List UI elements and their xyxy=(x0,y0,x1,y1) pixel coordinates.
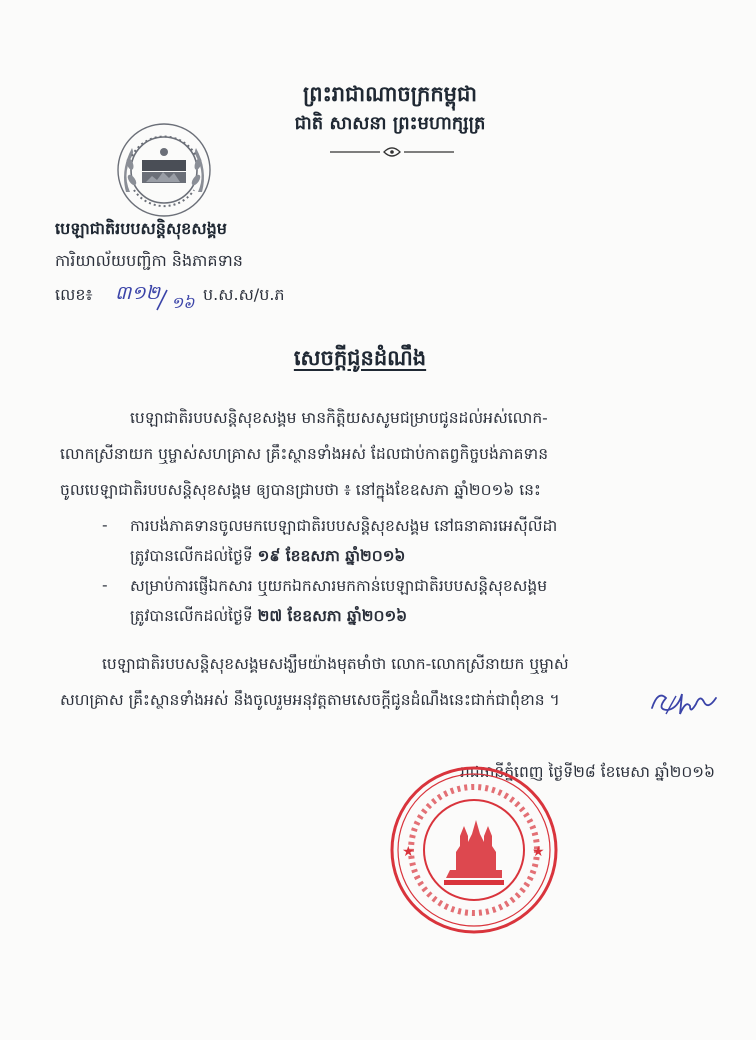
bullet-2-line-1: សម្រាប់ការផ្ញើឯកសារ ឬយកឯកសារមកកាន់បេឡាជាតិរបបសន្តិសុខសង្គម xyxy=(130,577,548,595)
closing-line-1: បេឡាជាតិរបបសន្តិសុខសង្គមសង្ឃឹមយ៉ាងមុតមាំថា លោក-លោកស្រីនាយក ឬម្ចាស់ xyxy=(102,655,569,673)
reference-label: លេខ៖ xyxy=(55,285,93,304)
notice-title: សេចក្តីជូនដំណឹង xyxy=(293,346,427,370)
reference-year-handwritten: ១៦ xyxy=(171,293,195,312)
svg-text:★: ★ xyxy=(402,844,415,860)
reference-number-handwritten: ៣១២ xyxy=(115,282,160,304)
nssf-logo xyxy=(112,118,216,222)
handwritten-initials xyxy=(646,684,724,718)
organization-name: បេឡាជាតិរបបសន្តិសុខសង្គម xyxy=(55,219,227,238)
ornament-divider xyxy=(322,142,462,162)
reference-slash xyxy=(155,288,169,312)
closing-line-2: សហគ្រាស គ្រឹះស្ថានទាំងអស់ នឹងចូលរួមអនុវត្តតាមសេចក្តីជូនដំណឹងនេះជាក់ជាពុំខាន ។ xyxy=(60,691,560,709)
intro-line-2: លោកស្រីនាយក ឬម្ចាស់សហគ្រាស គ្រឹះស្ថានទាំងអស់ ដែលជាប់កាតព្វកិច្ចបង់ភាគទាន xyxy=(60,445,549,463)
national-motto: ជាតិ សាសនា ព្រះមហាក្សត្រ xyxy=(294,113,486,134)
official-stamp xyxy=(384,760,564,940)
intro-line-3: ចូលបេឡាជាតិរបបសន្តិសុខសង្គម ឲ្យបានជ្រាបថា ៖ នៅក្នុងខែឧសភា ឆ្នាំ២០១៦ នេះ xyxy=(60,481,541,499)
bullet-dash: - xyxy=(102,516,108,534)
intro-line-1: បេឡាជាតិរបបសន្តិសុខសង្គម មានកិត្តិយសសូមជម្រាបជូនដល់អស់លោក- xyxy=(130,409,548,427)
bullet-1-line-2 xyxy=(130,546,756,566)
bullet-2-prefix: ត្រូវបានលើកដល់ថ្ងៃទី xyxy=(130,607,258,625)
reference-suffix: ប.ស.ស/ប.ភ xyxy=(203,285,285,304)
bullet-1-line-1: ការបង់ភាគទានចូលមកបេឡាជាតិរបបសន្តិសុខសង្គម នៅធនាគារអេស៊ីលីដា xyxy=(130,517,558,535)
dateline: រាជធានីភ្នំពេញ ថ្ងៃទី២៨ ខែមេសា ឆ្នាំ២០១៦ xyxy=(459,763,715,781)
bullet-2-line-2 xyxy=(130,606,756,626)
svg-text:★: ★ xyxy=(532,844,545,860)
office-name: ការិយាល័យបញ្ជិកា និងភាគទាន xyxy=(55,251,243,270)
bullet-dash: - xyxy=(102,576,108,594)
bullet-2-date: ២៧ ខែឧសភា ឆ្នាំ២០១៦ xyxy=(257,607,408,625)
bullet-1-prefix: ត្រូវបានលើកដល់ថ្ងៃទី xyxy=(130,547,258,565)
bullet-1-date: ១៩ ខែឧសភា ឆ្នាំ២០១៦ xyxy=(257,547,406,565)
reference-number xyxy=(55,282,375,310)
kingdom-heading: ព្រះរាជាណាចក្រកម្ពុជា xyxy=(302,81,477,106)
